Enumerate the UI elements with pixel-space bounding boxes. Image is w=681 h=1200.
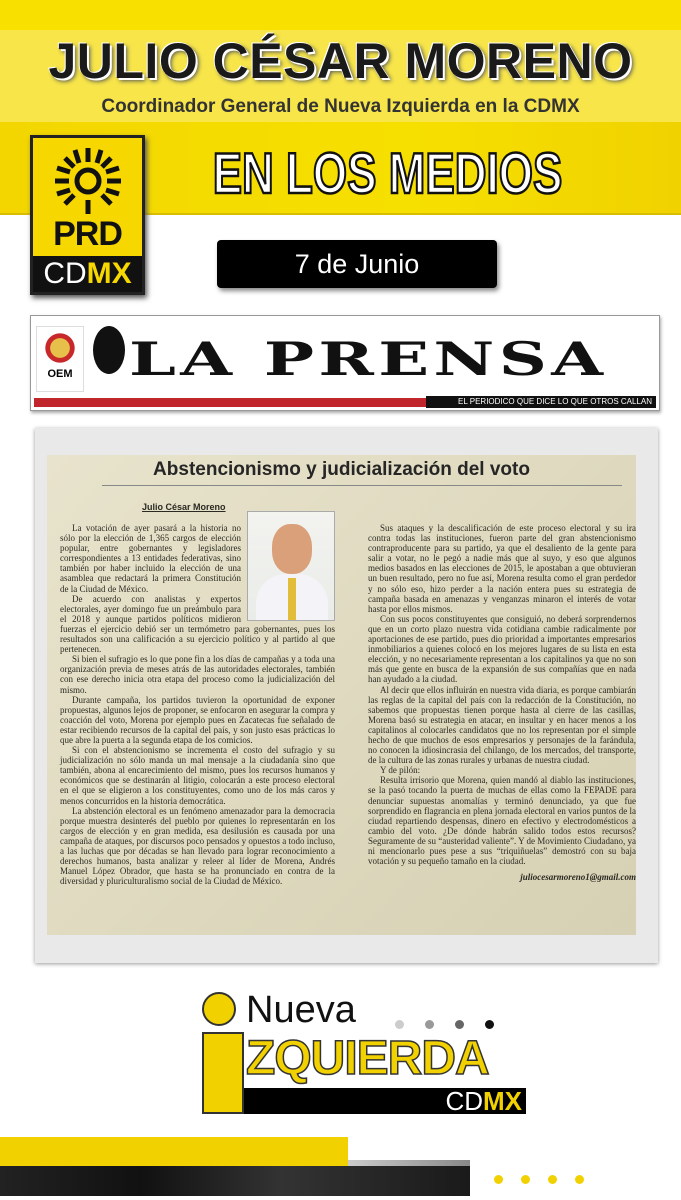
paragraph: Si bien el sufragio es lo que pone fin a los días de campañas y a toda una organización previa de meses atrás de las autoridades electorales, también con ese derecho inicia otra etapa del proceso como la judicialización del mismo. (60, 654, 335, 695)
lion-icon (93, 326, 125, 374)
page-subtitle: Coordinador General de Nueva Izquierda en la CDMX (101, 96, 580, 117)
prd-logo (30, 135, 145, 295)
oem-label: OEM (47, 368, 73, 380)
cdmx-mx: MX (483, 1086, 522, 1116)
paragraph: Sus ataques y la descalificación de este proceso electoral y su ira contra todas las instituciones, fueron parte del gran abstencionismo contraproducente para su partido, ya que el desaliento de la gente para salir a votar, no le pegó a nadie más que al suyo, y eso que algunos medios basados en las elecciones de 2015, le apostaban a que obtuvieran un buen resultado, pero no fue así, Morena resulta como el gran perdedor y no sólo eso, hizo perder a la nación entera pues su estrategia de campaña basada en amenazas y venganzas minaron el interés de votar hasta por ellos mismos. (368, 523, 636, 614)
article-clipping (47, 455, 636, 935)
cdmx-cd: CD (445, 1086, 483, 1116)
logo-nueva: Nueva (246, 989, 356, 1031)
logo-cdmx (244, 1088, 526, 1114)
cdmx-cd: CD (43, 257, 87, 290)
paragraph: La abstención electoral es un fenómeno amenazador para la democracia porque muestra desinterés del pueblo por quienes lo representarán en los cargos de elección y en gran medida, esa desilusión es causada por una campaña de ataques, por discursos poco pensados y opuestos a todo incluso, a las luchas que por décadas se han llevado para lograr reconocimiento a derechos humanos, basta analizar y releer al líder de Morena, Andrés Manuel López Obrador, que hasta se ha pronunciado en contra de la diversidad y pluriculturalismo social de la Ciudad de México. (60, 805, 335, 887)
paragraph: Al decir que ellos influirán en nuestra vida diaria, es porque cambiarán las reglas de la capital del país con la redacción de la Constitución, no sabemos que propuestas tienen porque hasta al cierre de las casillas, Morena basó su estrategia en atacar, en insultar y en hacer menos a los capitalinos al colocarles candidatos que no los representan por el simple hecho de que muchos de esos empresarios y personajes de la farándula, no conocen la idiosincrasia del chilango, de los mercados, del transporte, de la cultura de las zonas rurales y urbanas de nuestra ciudad. (368, 684, 636, 766)
paragraph: Con sus pocos constituyentes que consiguió, no deberá sorprendernos que en un corto plazo nuestra vida cotidiana cambie radicalmente por aportaciones de ese partido, pues dio prioridad a importantes empresarios inmobiliarios a quienes colocó en los mejores lugares de su lista en esta elección, y no necesariamente representan a los capitalinos ya que no son más que gente en busca de la expansión de sus compañías que en nada han ayudado a la ciudad. (368, 613, 636, 685)
newspaper-name: LA PRENSA (129, 332, 608, 386)
footer-black-stripe (0, 1166, 470, 1196)
logo-izquierda: ZQUIERDA (246, 1032, 489, 1085)
logo-i-stem (202, 1032, 244, 1114)
prd-text: PRD (53, 215, 122, 253)
paragraph: Si con el abstencionismo se incrementa el costo del sufragio y su judicialización no sólo manda un mal mensaje a la ciudadanía sino que también, abona al encarecimiento del mismo, pues los recursos humanos y económicos que se destinarán al litigio, colocarán a este proceso electoral en el que se eligieron a los constituyentes, como uno de los más caros y menos concurridos en la historia democrática. (60, 745, 335, 806)
article-title: Abstencionismo y judicialización del voto (153, 459, 530, 480)
paragraph: De acuerdo con analistas y expertos electorales, ayer domingo fue un preámbulo para el 2018 y aunque partidos políticos midieron fuerzas el ejercicio debió ser un termómetro para gobernantes, pues los resultados son una calificación a su ejercicio político y al partido al que pertenecen. (60, 593, 335, 655)
cdmx-mx: MX (86, 257, 132, 290)
paragraph: Resulta irrisorio que Morena, quien mandó al diablo las instituciones, se la pasó tocando la puerta de muchas de ellas como la FEPADE para denunciar supuestas anomalías y terminó denunciado, ya que fue sorprendido en flagrancia en plena jornada electoral en varios puntos de la ciudad repartiendo despensas, dinero en efectivo y electrodomésticos a cambio del voto. ¿De dónde habrán salido todos estos recursos? Seguramente de su “austeridad valiente”. Y de Movimiento Ciudadano, ya ni mencionarlo pues pese a sus “triquiñuelas” demostró con su baja votación y su pequeño tamaño en la ciudad. (368, 775, 637, 867)
paragraph: Y de pilón: (380, 765, 421, 776)
red-rule (34, 398, 426, 407)
section-heading: EN LOS MEDIOS (212, 142, 563, 207)
article-frame (35, 428, 658, 963)
article-byline: Julio César Moreno (142, 502, 226, 512)
article-right-column (368, 523, 636, 882)
date-badge: 7 de Junio (217, 240, 497, 288)
header-top-band (0, 0, 681, 30)
author-email: juliocesarmoreno1@gmail.com (520, 872, 636, 883)
oem-logo (36, 326, 84, 392)
article-left-column (60, 523, 335, 886)
paragraph: La votación de ayer pasará a la historia no sólo por la elección de 1,365 cargos de elección popular, entre gobernantes y legisladores correspondientes a 13 entidades federativas, sino también por haber incluido la elección de una asamblea que redactará la primera Constitución de la Ciudad de México. (60, 523, 241, 594)
sun-icon (53, 146, 123, 216)
prd-cdmx (33, 256, 142, 292)
newspaper-masthead (30, 315, 660, 411)
footer-yellow-stripe (0, 1137, 348, 1167)
footer-dots (494, 1171, 602, 1189)
page-title: JULIO CÉSAR MORENO (48, 33, 633, 89)
logo-i-dot (202, 992, 236, 1026)
oem-seal-icon (43, 331, 77, 365)
author-photo (247, 511, 335, 621)
newspaper-tagline: EL PERIODICO QUE DICE LO QUE OTROS CALLAN (426, 396, 656, 408)
paragraph: Durante campaña, los partidos tuvieron la oportunidad de exponer propuestas, algunos lejos de proponer, se enfocaron en asegurar la compra y coacción del voto, Morena por ejemplo pues en Zacatecas fue señalado de estar recibiendo recursos de la capital del país, y son justo esas prácticas lo que abre la puerta a la segunda etapa de los comicios. (60, 694, 335, 745)
title-rule (102, 485, 622, 486)
nueva-izquierda-logo (200, 990, 530, 1115)
